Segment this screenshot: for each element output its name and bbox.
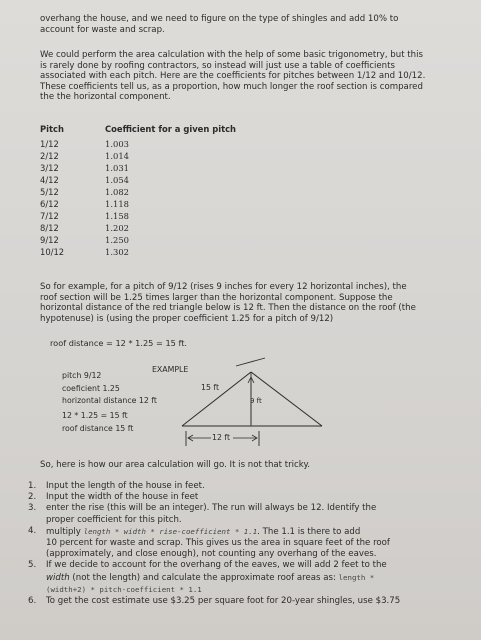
- table-cell-coefficient: 1.003: [105, 139, 129, 149]
- list-item-number: 2.: [28, 492, 37, 503]
- example-note: horizontal distance 12 ft: [62, 396, 157, 405]
- table-cell-coefficient: 1.054: [105, 175, 129, 185]
- list-item-line: [46, 572, 468, 584]
- table-cell-pitch: 3/12: [40, 163, 59, 173]
- table-cell-coefficient: 1.082: [105, 187, 129, 197]
- text-segment: multiply: [46, 526, 84, 537]
- table-cell-coefficient: 1.302: [105, 247, 129, 257]
- table-cell-coefficient: 1.158: [105, 211, 129, 221]
- text-segment: 10 percent for waste and scrap. This gives us the area in square feet of the roof: [46, 538, 390, 549]
- text-line: account for waste and scrap.: [40, 24, 165, 35]
- list-item-line: [46, 481, 468, 492]
- list-item: [28, 492, 468, 503]
- table-cell-coefficient: 1.118: [105, 199, 129, 209]
- list-item: [28, 596, 468, 607]
- text-segment: proper coefficient for this pitch.: [46, 514, 182, 525]
- text-segment: Input the length of the house in feet.: [46, 481, 205, 491]
- hypotenuse-label: 15 ft: [201, 383, 220, 392]
- text-line: the the horizontal component.: [40, 92, 171, 103]
- text-segment: (approximately, and close enough), not counting any overhang of the eaves.: [46, 549, 377, 560]
- text-segment: enter the rise (this will be an integer). The run will always be 12. Identify the: [46, 503, 377, 514]
- hypotenuse-line: [182, 372, 251, 426]
- list-item-line: [46, 596, 468, 607]
- text-line: hypotenuse) is (using the proper coefficient 1.25 for a pitch of 9/12): [40, 313, 334, 324]
- example-note: pitch 9/12: [62, 371, 102, 380]
- text-segment: length *: [338, 572, 375, 582]
- list-item-line: [46, 538, 468, 549]
- list-item-number: 5.: [28, 560, 37, 571]
- text-segment: Input the width of the house in feet: [46, 492, 199, 503]
- table-header-coefficient: Coefficient for a given pitch: [105, 124, 237, 134]
- text-segment: (not the length) and calculate the approximate roof areas as:: [69, 572, 339, 583]
- table-cell-coefficient: 1.031: [105, 163, 129, 173]
- example-title: EXAMPLE: [152, 365, 189, 374]
- list-item-number: 1.: [28, 481, 37, 491]
- table-cell-pitch: 4/12: [40, 175, 59, 185]
- list-item-line: [46, 560, 468, 571]
- table-cell-pitch: 7/12: [40, 211, 59, 221]
- list-item-number: 6.: [28, 596, 37, 607]
- list-item: [28, 560, 468, 596]
- list-item: [28, 526, 468, 561]
- text-segment: width: [46, 572, 70, 583]
- list-item-line: [46, 549, 468, 560]
- table-cell-coefficient: 1.014: [105, 151, 129, 161]
- list-item-number: 3.: [28, 503, 37, 514]
- text-line: is rarely done by roofing contractors, so instead will just use a table of coefficients: [40, 60, 395, 71]
- text-line: associated with each pitch. Here are the coefficients for pitches between 1/12 and 10/12.: [40, 71, 426, 82]
- table-cell-pitch: 9/12: [40, 235, 59, 245]
- list-item-number: 4.: [28, 525, 37, 536]
- text-segment: length * width * rise-coefficient * 1.1: [83, 526, 258, 536]
- table-cell-pitch: 6/12: [40, 199, 59, 209]
- text-segment: . The 1.1 is there to add: [257, 526, 361, 537]
- text-line: overhang the house, and we need to figure on the type of shingles and add 10% to: [40, 14, 399, 24]
- rise-label: 9 ft: [250, 397, 262, 405]
- table-cell-coefficient: 1.250: [105, 235, 129, 245]
- text-line: horizontal distance of the red triangle below is 12 ft. Then the distance on the roof (the: [40, 303, 416, 314]
- list-item-line: [46, 503, 468, 514]
- table-cell-pitch: 10/12: [40, 247, 65, 257]
- roof-distance-formula: roof distance = 12 * 1.25 = 15 ft.: [50, 338, 188, 348]
- text-line: These coefficients tell us, as a proportion, how much longer the roof section is compared: [40, 81, 423, 92]
- calculation-intro: [40, 460, 460, 471]
- list-item: [28, 481, 468, 492]
- text-segment: (width+2) * pitch-coefficient * 1.1: [46, 584, 202, 594]
- text-line: So for example, for a pitch of 9/12 (rises 9 inches for every 12 horizontal inches), the: [40, 282, 407, 292]
- table-cell-pitch: 1/12: [40, 139, 59, 149]
- text-segment: To get the cost estimate use $3.25 per square foot for 20-year shingles, use $3.75: [46, 596, 401, 607]
- base-label: 12 ft: [212, 433, 231, 442]
- calculation-steps-list: [28, 481, 468, 607]
- list-item-line: [46, 492, 468, 503]
- list-item: [28, 503, 468, 525]
- table-cell-pitch: 5/12: [40, 187, 59, 197]
- text-segment: If we decide to account for the overhang of the eaves, we will add 2 feet to the: [46, 560, 387, 571]
- table-cell-pitch: 8/12: [40, 223, 59, 233]
- example-note: roof distance 15 ft: [62, 424, 134, 433]
- example-note: coeficient 1.25: [62, 384, 120, 393]
- table-header-pitch: Pitch: [40, 124, 64, 134]
- example-note: 12 * 1.25 = 15 ft: [62, 411, 128, 420]
- pointer-line: [236, 358, 265, 366]
- list-item-line: [46, 515, 468, 526]
- text-line: roof section will be 1.25 times larger than the horizontal component. Suppose the: [40, 292, 393, 303]
- table-cell-coefficient: 1.202: [105, 223, 129, 233]
- table-cell-pitch: 2/12: [40, 151, 59, 161]
- text-line: So, here is how our area calculation will go. It is not that tricky.: [40, 460, 311, 470]
- list-item-line: [46, 526, 468, 538]
- list-item-line: [46, 584, 468, 596]
- text-line: We could perform the area calculation with the help of some basic trigonometry, but this: [40, 50, 423, 60]
